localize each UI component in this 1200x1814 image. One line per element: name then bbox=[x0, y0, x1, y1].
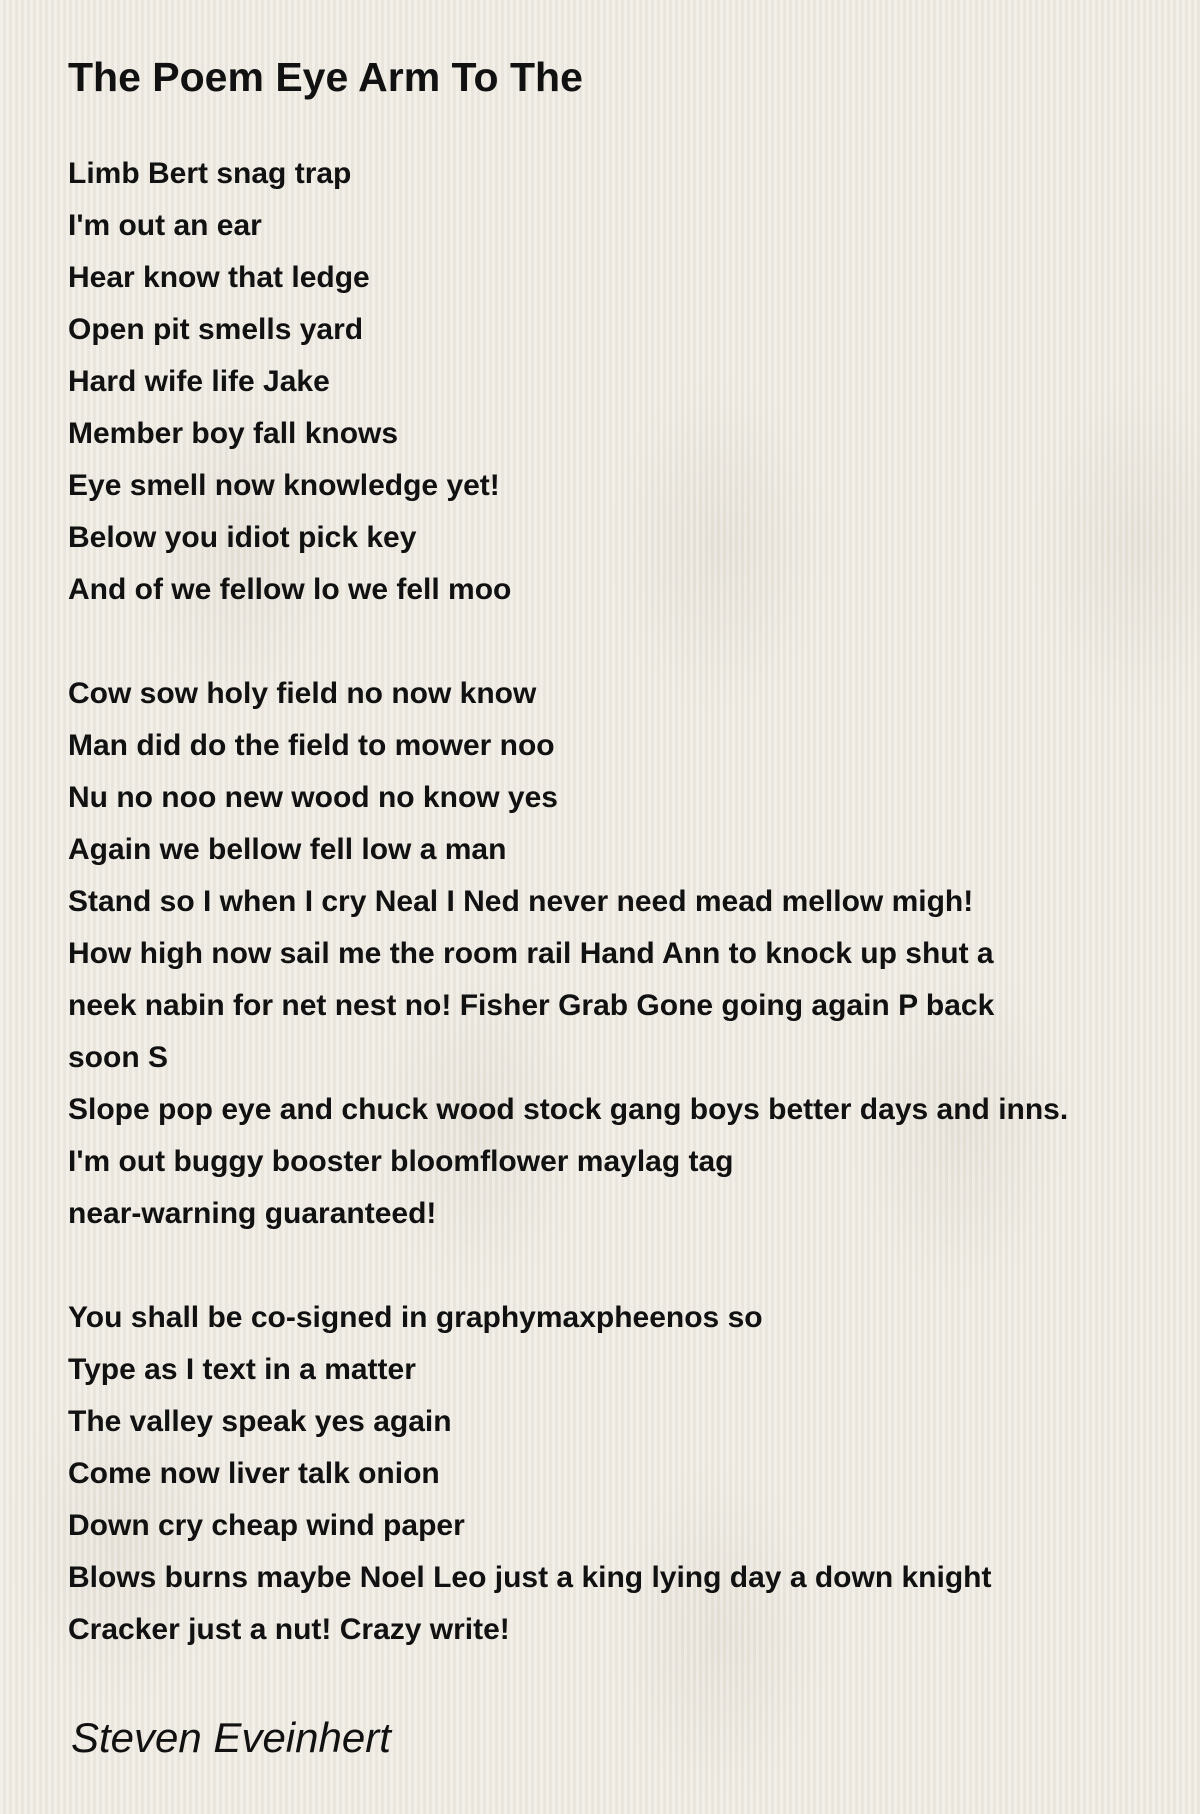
poem-line: Limb Bert snag trap bbox=[68, 157, 352, 190]
poem-line: Below you idiot pick key bbox=[68, 521, 417, 554]
poem-line: Come now liver talk onion bbox=[68, 1457, 440, 1490]
poem-line: Stand so I when I cry Neal I Ned never need mead mellow migh! bbox=[68, 885, 974, 918]
author-name: Steven Eveinhert bbox=[71, 1714, 391, 1761]
poem-line: Again we bellow fell low a man bbox=[68, 833, 507, 866]
poem-line: Down cry cheap wind paper bbox=[68, 1509, 465, 1542]
poem-line: I'm out buggy booster bloomflower maylag tag bbox=[68, 1145, 734, 1178]
poem-line: Nu no noo new wood no know yes bbox=[68, 781, 558, 814]
poem-page bbox=[68, 50, 1178, 1708]
poem-body bbox=[68, 148, 1178, 1656]
poem-line: Blows burns maybe Noel Leo just a king lying day a down knight bbox=[68, 1561, 992, 1594]
stanza-3 bbox=[68, 1292, 1178, 1656]
poem-title: The Poem Eye Arm To The bbox=[68, 54, 583, 100]
poem-line: near-warning guaranteed! bbox=[68, 1197, 437, 1230]
poem-line: Man did do the field to mower noo bbox=[68, 729, 555, 762]
poem-line: The valley speak yes again bbox=[68, 1405, 452, 1438]
poem-line: Eye smell now knowledge yet! bbox=[68, 469, 500, 502]
poem-line: Slope pop eye and chuck wood stock gang boys better days and inns. bbox=[68, 1093, 1069, 1126]
poem-line: Type as I text in a matter bbox=[68, 1353, 416, 1386]
poem-line: You shall be co-signed in graphymaxpheenos so bbox=[68, 1301, 763, 1334]
poem-line: I'm out an ear bbox=[68, 209, 262, 242]
poem-line: How high now sail me the room rail Hand Ann to knock up shut a bbox=[68, 937, 994, 970]
poem-line: Member boy fall knows bbox=[68, 417, 399, 450]
poem-line: Cracker just a nut! Crazy write! bbox=[68, 1613, 510, 1646]
poem-line: Hear know that ledge bbox=[68, 261, 370, 294]
poem-line: Open pit smells yard bbox=[68, 313, 364, 346]
poem-line: Hard wife life Jake bbox=[68, 365, 330, 398]
stanza-2 bbox=[68, 668, 1178, 1240]
poem-line: Cow sow holy field no now know bbox=[68, 677, 537, 710]
poem-line: And of we fellow lo we fell moo bbox=[68, 573, 512, 606]
poem-line: neek nabin for net nest no! Fisher Grab Gone going again P back bbox=[68, 989, 995, 1022]
poem-line: soon S bbox=[68, 1041, 169, 1074]
stanza-1 bbox=[68, 148, 1178, 616]
